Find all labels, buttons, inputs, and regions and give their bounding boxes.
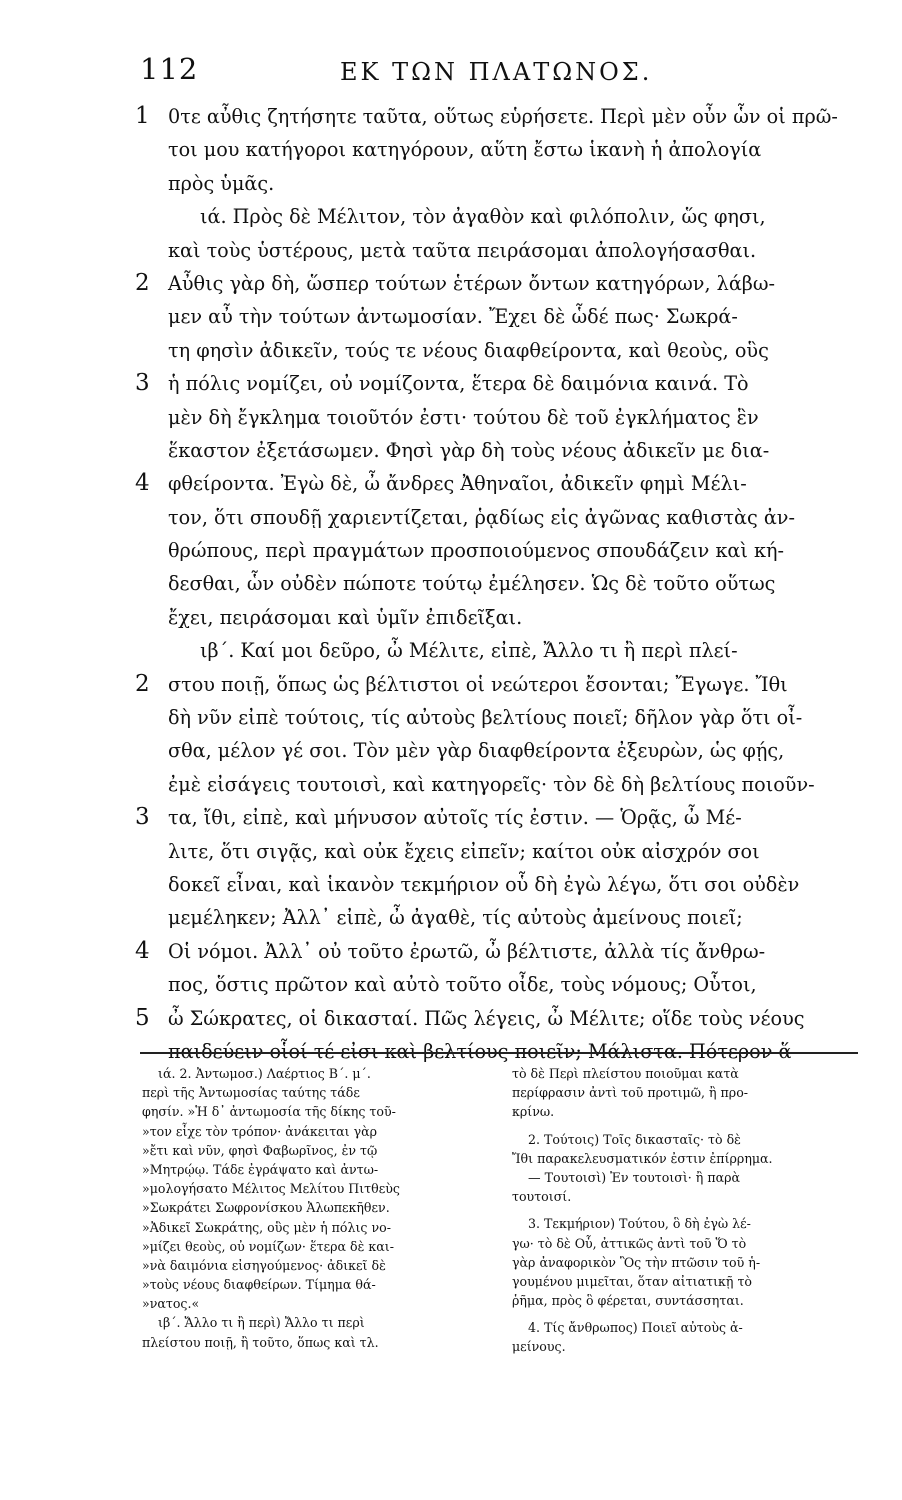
line-text: δὴ νῦν εἰπὲ τούτοις, τίς αὐτοὺς βελτίους ποιεῖ; δῆλον γὰρ ὅτι οἶ- — [168, 706, 803, 730]
text-line — [135, 501, 870, 534]
footnote-line: κρίνω. — [512, 1104, 555, 1120]
margin-number: 2 — [135, 670, 150, 697]
footnote-line: »νὰ δαιμόνια εἰσηγούμενος· ἀδικεῖ δὲ — [142, 1257, 386, 1273]
page-header — [140, 52, 862, 92]
margin-number: 3 — [135, 370, 150, 397]
footnote-line: 4. Τίς ἄνθρωπος) Ποιεῖ αὐτοὺς ἀ- — [528, 1320, 743, 1336]
line-text: μεν αὖ τὴν τούτων ἀντωμοσίαν. Ἔχει δὲ ὧδέ πως· Σωκρά- — [168, 305, 738, 329]
margin-number: 1 — [135, 103, 150, 129]
line-text: Αὖθις γὰρ δὴ, ὥσπερ τούτων ἑτέρων ὄντων κατηγόρων, λάβω- — [168, 271, 776, 295]
line-text: ιβ΄. Καί μοι δεῦρο, ὦ Μέλιτε, εἰπὲ, Ἄλλο τι ἢ περὶ πλεί- — [200, 639, 738, 663]
text-line — [135, 668, 870, 701]
text-line — [135, 701, 870, 734]
line-text: ἐμὲ εἰσάγεις τουτοισὶ, καὶ κατηγορεῖς· τὸν δὲ δὴ βελτίους ποιοῦν- — [168, 772, 815, 796]
line-text: φθείροντα. Ἐγὼ δὲ, ὦ ἄνδρες Ἀθηναῖοι, ἀδικεῖν φημὶ Μέλι- — [168, 472, 747, 496]
text-line — [135, 734, 870, 767]
footnote-line: ιά. 2. Ἀντωμοσ.) Λαέρτιος Β΄. μ΄. — [158, 1066, 371, 1081]
footnote-line: »μίζει θεοὺς, οὐ νομίζων· ἕτερα δὲ και- — [142, 1238, 394, 1254]
line-text: ἕκαστον ἐξετάσωμεν. Φησὶ γὰρ δὴ τοὺς νέους ἀδικεῖν με δια- — [168, 438, 770, 462]
text-line — [135, 267, 870, 300]
line-text: ιά. Πρὸς δὲ Μέλιτον, τὸν ἀγαθὸν καὶ φιλόπολιν, ὥς φησι, — [200, 205, 766, 229]
footnote-line: »νατος.« — [142, 1296, 200, 1312]
text-line — [135, 901, 870, 934]
text-line — [135, 935, 870, 968]
text-line — [135, 801, 870, 834]
line-text: ἔχει, πειράσομαι καὶ ὑμῖν ἐπιδεῖξαι. — [168, 605, 523, 629]
footnote-line: »τον εἶχε τὸν τρόπον· ἀνάκειται γὰρ — [142, 1123, 378, 1139]
line-text: μεμέληκεν; Ἀλλ᾽ εἰπὲ, ὦ ἀγαθὲ, τίς αὐτοὺς ἀμείνους ποιεῖ; — [168, 906, 743, 930]
footnote-line: ῥῆμα, πρὸς ὃ φέρεται, συντάσσηται. — [512, 1293, 744, 1309]
line-text: στου ποιῇ, ὅπως ὡς βέλτιστοι οἱ νεώτεροι ἔσονται; Ἔγωγε. Ἴθι — [168, 672, 788, 696]
line-text: 0τε αὖθις ζητήσητε ταῦτα, οὕτως εὑρήσετε. Περὶ μὲν οὖν ὧν οἱ πρῶ- — [168, 105, 838, 128]
text-line — [135, 601, 870, 634]
margin-number: 2 — [135, 269, 150, 296]
line-text: πρὸς ὑμᾶς. — [168, 171, 275, 195]
footnotes-left-column — [142, 1064, 490, 1352]
footnote-line: »μολογήσατο Μέλιτος Μελίτου Πιτθεὺς — [142, 1181, 400, 1197]
footnote-line: 3. Τεκμήριον) Τούτου, ὃ δὴ ἐγὼ λέ- — [528, 1216, 751, 1232]
footnote-line: »Μητρῴῳ. Τάδε ἐγράψατο καὶ ἀντω- — [142, 1161, 379, 1177]
footnote-line: τουτοισί. — [512, 1189, 572, 1205]
footnote-line: »Σωκράτει Σωφρονίσκου Ἀλωπεκῆθεν. — [142, 1200, 390, 1216]
margin-number: 4 — [135, 470, 150, 497]
text-line — [135, 334, 870, 367]
line-text: καὶ τοὺς ὑστέρους, μετὰ ταῦτα πειράσομαι ἀπολογήσασθαι. — [168, 238, 757, 262]
footnote-line: γὰρ ἀναφορικὸν Ὃς τὴν πτῶσιν τοῦ ἡ- — [512, 1254, 761, 1270]
line-text: ἡ πόλις νομίζει, οὐ νομίζοντα, ἕτερα δὲ δαιμόνια καινά. Τὸ — [168, 372, 749, 396]
line-text: ὦ Σώκρατες, οἱ δικασταί. Πῶς λέγεις, ὦ Μέλιτε; οἵδε τοὺς νέους — [168, 1006, 805, 1030]
line-text: λιτε, ὅτι σιγᾷς, καὶ οὐκ ἔχεις εἰπεῖν; καίτοι οὐκ αἰσχρόν σοι — [168, 839, 760, 863]
text-line — [135, 467, 870, 500]
line-text: πος, ὅστις πρῶτον καὶ αὐτὸ τοῦτο οἶδε, τοὺς νόμους; Οὗτοι, — [168, 973, 757, 997]
text-line — [135, 1002, 870, 1035]
text-line — [135, 200, 870, 233]
footnote-line: περίφρασιν ἀντὶ τοῦ προτιμῶ, ἢ προ- — [512, 1085, 749, 1101]
running-title: ΕΚ ΤΩΝ ΠΛΑΤΩΝΟΣ. — [340, 58, 653, 86]
text-line — [135, 300, 870, 333]
line-text: τοι μου κατήγοροι κατηγόρουν, αὕτη ἔστω ἱκανὴ ἡ ἀπολογία — [168, 138, 762, 162]
margin-number: 5 — [135, 1004, 150, 1031]
text-line — [135, 401, 870, 434]
line-text: θρώπους, περὶ πραγμάτων προσποιούμενος σπουδάζειν καὶ κή- — [168, 539, 784, 563]
footnote-line: »τοὺς νέους διαφθείρων. Τίμημα θά- — [142, 1277, 376, 1293]
line-text: δεσθαι, ὧν οὐδὲν πώποτε τούτῳ ἐμέλησεν. Ὡς δὲ τοῦτο οὕτως — [168, 572, 776, 596]
footnote-rule — [140, 1052, 858, 1054]
footnote-line: μείνους. — [512, 1339, 566, 1355]
footnote-line: »ἔτι καὶ νῦν, φησὶ Φαβωρῖνος, ἐν τῷ — [142, 1142, 378, 1158]
footnote-line: Ἴθι παρακελευσματικόν ἐστιν ἐπίρρημα. — [512, 1150, 773, 1166]
text-line — [135, 768, 870, 801]
text-line — [135, 835, 870, 868]
footnote-line: τὸ δὲ Περὶ πλείστου ποιοῦμαι κατὰ — [512, 1066, 739, 1081]
footnote-line: ιβ΄. Ἄλλο τι ἢ περὶ) Ἄλλο τι περὶ — [158, 1315, 365, 1331]
line-text: παιδεύειν οἷοί τέ εἰσι καὶ βελτίους ποιεῖν; Μάλιστα. Πότερον ἅ- — [168, 1039, 798, 1063]
text-line — [135, 968, 870, 1001]
text-line — [135, 167, 870, 200]
footnote-line: γω· τὸ δὲ Οὗ, ἀττικῶς ἀντὶ τοῦ Ὅ τὸ — [512, 1235, 747, 1251]
text-line — [135, 100, 870, 133]
main-text — [135, 100, 870, 1068]
text-line — [135, 634, 870, 667]
footnote-line: »Ἀδικεῖ Σωκράτης, οὓς μὲν ἡ πόλις νο- — [142, 1219, 391, 1235]
footnote-line: 2. Τούτοις) Τοῖς δικασταῖς· τὸ δὲ — [528, 1131, 741, 1147]
footnote-line: φησίν. »Ἡ δ᾽ ἀντωμοσία τῆς δίκης τοῦ- — [142, 1104, 396, 1120]
footnote-line: πλείστου ποιῇ, ἢ τοῦτο, ὅπως καὶ τλ. — [142, 1334, 379, 1350]
line-text: μὲν δὴ ἔγκλημα τοιοῦτόν ἐστι· τούτου δὲ τοῦ ἐγκλήματος ἓν — [168, 405, 759, 429]
line-text: Οἱ νόμοι. Ἀλλ᾽ οὐ τοῦτο ἐρωτῶ, ὦ βέλτιστε, ἀλλὰ τίς ἄνθρω- — [168, 939, 766, 963]
footnote-line: — Τουτοισὶ) Ἐν τουτοισὶ· ἢ παρὰ — [528, 1169, 741, 1185]
text-line — [135, 133, 870, 166]
margin-number: 3 — [135, 804, 150, 831]
text-line — [135, 868, 870, 901]
text-line — [135, 434, 870, 467]
line-text: τη φησὶν ἀδικεῖν, τούς τε νέους διαφθείροντα, καὶ θεοὺς, οὓς — [168, 338, 769, 362]
text-line — [135, 234, 870, 267]
footnote-line: γουμένου μιμεῖται, ὅταν αἰτιατικῇ τὸ — [512, 1273, 752, 1289]
line-text: σθα, μέλον γέ σοι. Τὸν μὲν γὰρ διαφθείροντα ἐξευρὼν, ὡς φῄς, — [168, 739, 785, 763]
page-number: 112 — [140, 52, 199, 86]
footnote-line: περὶ τῆς Ἀντωμοσίας ταύτης τάδε — [142, 1085, 360, 1101]
line-text: δοκεῖ εἶναι, καὶ ἱκανὸν τεκμήριον οὗ δὴ ἐγὼ λέγω, ὅτι σοι οὐδὲν — [168, 872, 800, 896]
line-text: τα, ἴθι, εἰπὲ, καὶ μήνυσον αὐτοῖς τίς ἐστιν. — Ὁρᾷς, ὦ Μέ- — [168, 806, 742, 830]
text-line — [135, 534, 870, 567]
footnotes-right-column — [512, 1064, 857, 1357]
line-text: τον, ὅτι σπουδῇ χαριεντίζεται, ῥᾳδίως εἰς ἀγῶνας καθιστὰς ἀν- — [168, 505, 795, 529]
text-line — [135, 567, 870, 600]
margin-number: 4 — [135, 937, 150, 964]
text-line — [135, 367, 870, 400]
